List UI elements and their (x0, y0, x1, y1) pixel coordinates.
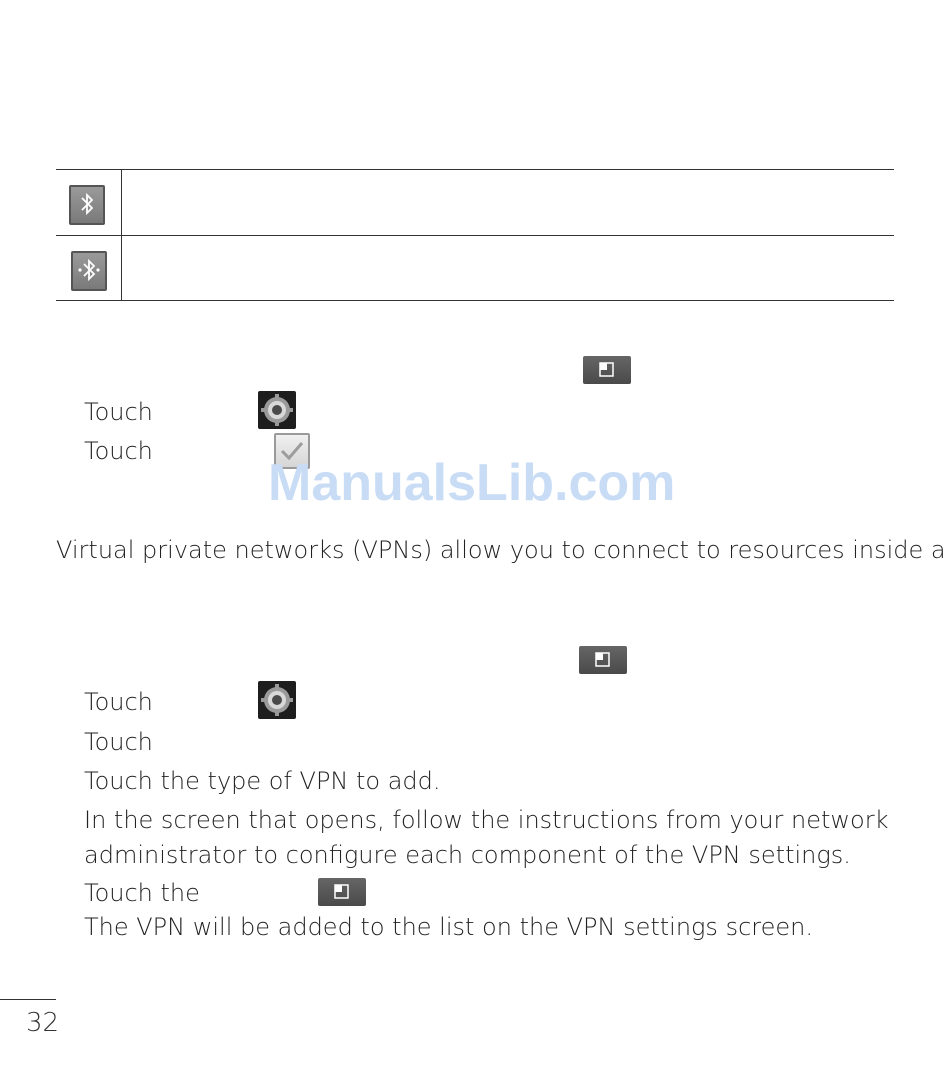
menu-key-icon (579, 646, 627, 674)
settings-icon (258, 681, 296, 719)
page-number-rule (0, 999, 56, 1000)
menu-key-icon (318, 878, 366, 906)
settings-icon (258, 391, 296, 429)
step-touch-checkbox: Touch (84, 437, 153, 465)
vpn-step-instructions-line2: administrator to configure each component of the VPN settings. (84, 841, 851, 869)
table-column-divider (121, 169, 122, 300)
page-number: 32 (26, 1008, 60, 1038)
watermark: ManualsLib.com (268, 454, 676, 512)
table-row-divider (56, 235, 894, 236)
table-bottom-border (56, 300, 894, 301)
vpn-step-touch-menu: Touch the (84, 879, 200, 907)
bluetooth-connected-icon (71, 251, 107, 291)
vpn-intro-text: Virtual private networks (VPNs) allow you to connect to resources inside a (56, 536, 946, 564)
vpn-step-instructions-line1: In the screen that opens, follow the instructions from your network (84, 806, 889, 834)
vpn-step-result: The VPN will be added to the list on the VPN settings screen. (84, 913, 813, 941)
vpn-step-touch-settings: Touch (84, 688, 153, 716)
vpn-step-type: Touch the type of VPN to add. (84, 767, 441, 795)
vpn-step-touch: Touch (84, 728, 153, 756)
icon-table (56, 169, 894, 300)
table-top-border (56, 169, 894, 170)
step-touch-settings: Touch (84, 398, 153, 426)
menu-key-icon (583, 356, 631, 384)
bluetooth-icon (69, 185, 105, 225)
